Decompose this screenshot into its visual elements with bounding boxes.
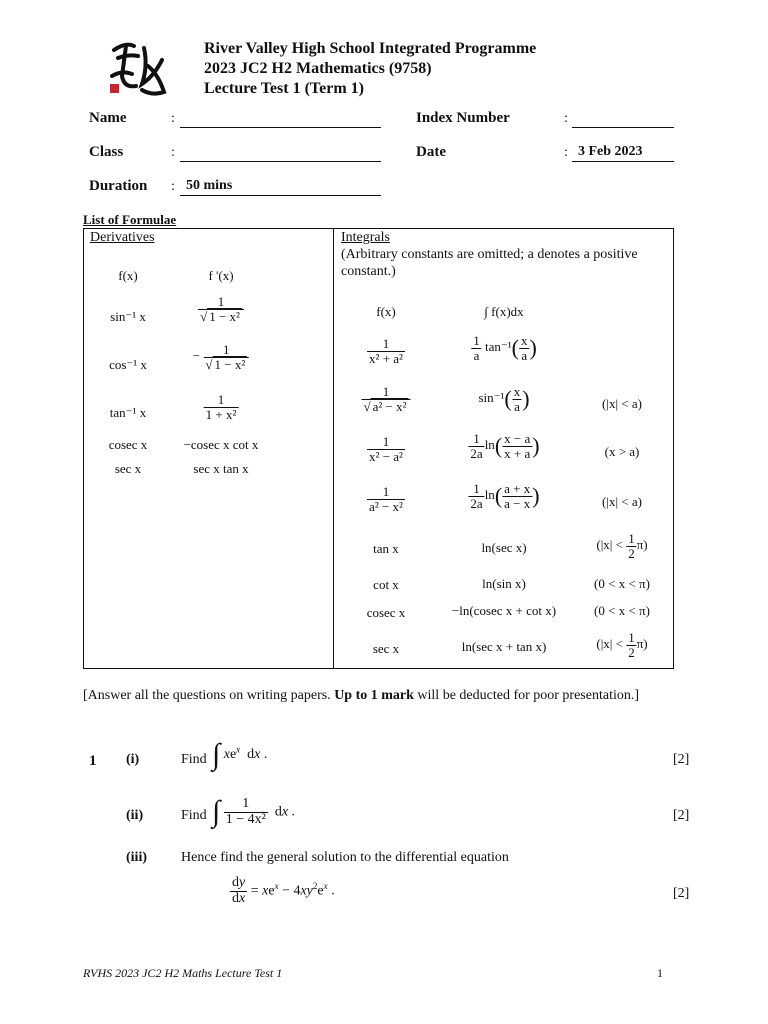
page-number: 1 [657,966,663,980]
table-divider [333,229,334,668]
deriv-value: −cosec x cot x [183,437,259,452]
test-title: Lecture Test 1 (Term 1) [204,80,364,97]
part-label: (iii) [126,850,147,865]
duration-colon: : [171,179,175,194]
int-col-integral: ∫ f(x)dx [484,304,524,319]
deriv-value: − $\frac{1}{\text{√ 1 − x²}}$ [193,343,249,371]
deriv-value: $\frac{1}{\text{1 + x²}}$ [205,392,237,422]
class-label: Class [89,144,124,160]
int-condition: (|x| < $\frac{1}{2}$ π) [596,630,648,660]
index-colon: : [564,111,568,126]
int-fn: $\frac{1}{\text{a² − x²}}$ [369,484,403,514]
date-field[interactable]: 3 Feb 2023 [572,144,674,162]
int-value: ln(sec x + tan x) [461,639,547,654]
school-title: River Valley High School Integrated Programme [204,40,537,57]
int-condition: (|x| < $\frac{1}{2}$ π) [596,531,648,561]
part-marks: [2] [673,752,690,767]
duration-field[interactable]: 50 mins [180,178,381,196]
part-label: (i) [126,752,140,767]
part-text: Find [181,752,207,767]
int-value: sin⁻¹( $\frac{x}{a}$ ) [478,384,530,414]
int-fn: $\frac{1}{\text{x² − a²}}$ [369,434,403,464]
index-label: Index Number [416,110,510,126]
int-col-fx: f(x) [376,304,396,319]
deriv-col-fx: f(x) [118,268,138,283]
int-condition: (0 < x < π) [594,576,650,591]
deriv-value: $\frac{1}{\text{√ 1 − x²}}$ [198,295,244,323]
date-colon: : [564,145,568,160]
int-condition: (|x| < a) [602,396,642,411]
class-field[interactable] [180,144,381,162]
part-marks: [2] [673,886,690,901]
deriv-value: sec x tan x [193,461,249,476]
name-field[interactable] [180,110,381,128]
deriv-col-fpx: f '(x) [208,268,234,283]
part-text: Hence find the general solution to the differential equation [181,850,509,865]
int-value: −ln(cosec x + cot x) [451,603,557,618]
int-value: ln(sin x) [482,576,526,591]
part-text: Find [181,808,207,823]
instructions: [Answer all the questions on writing papers. Up to 1 mark will be deducted for poor presentation.] [83,688,640,703]
name-label: Name [89,110,127,126]
int-value: $\frac{1}{a}$ tan⁻¹( $\frac{x}{a}$ ) [473,333,537,363]
index-field[interactable] [572,110,674,128]
int-condition: (0 < x < π) [594,603,650,618]
int-fn: $\frac{1}{\text{x² + a²}}$ [369,336,403,366]
formulae-table [83,228,674,669]
int-value: $\frac{1}{2a}$ ln( $\frac{x - a}{x + a}$ ) [470,431,540,461]
duration-label: Duration [89,178,148,194]
int-fn: cosec x [366,605,406,620]
name-colon: : [171,111,175,126]
part-expression: ∫ $xe^x$ dx . [212,738,268,771]
differential-equation: $\frac{dy}{dx}$ = $xe^x - 4xy^2e^x$ . [232,875,335,906]
integrals-note: (Arbitrary constants are omitted; a denotes a positive constant.) [341,247,638,279]
int-value: ln(sec x) [481,540,527,555]
part-expression: ∫ $\frac{1}{\text{1 − 4x²}}$ dx . [212,795,296,829]
formulae-title: List of Formulae [83,212,177,227]
part-label: (ii) [126,808,144,823]
int-fn: cot x [373,577,399,592]
derivatives-heading: Derivatives [90,230,155,245]
deriv-fn: sec x [114,461,142,476]
course-title: 2023 JC2 H2 Mathematics (9758) [204,60,432,77]
school-logo [104,36,170,104]
int-condition: (x > a) [604,444,640,459]
int-condition: (|x| < a) [602,494,642,509]
class-colon: : [171,145,175,160]
question-number: 1 [89,753,97,769]
int-value: $\frac{1}{2a}$ ln( $\frac{a + x}{a - x}$ ) [470,481,540,511]
integrals-heading: Integrals [341,230,390,245]
date-label: Date [416,144,446,160]
deriv-fn: cosec x [108,437,148,452]
deriv-fn: sin⁻¹ x [110,309,146,324]
footer-text: RVHS 2023 JC2 H2 Maths Lecture Test 1 [83,966,283,980]
int-fn: sec x [372,641,400,656]
deriv-fn: tan⁻¹ x [109,405,147,420]
int-fn: tan x [373,541,399,556]
int-fn: $\frac{1}{\text{√ a² − x²}}$ [361,385,410,413]
deriv-fn: cos⁻¹ x [109,357,147,372]
part-marks: [2] [673,808,690,823]
